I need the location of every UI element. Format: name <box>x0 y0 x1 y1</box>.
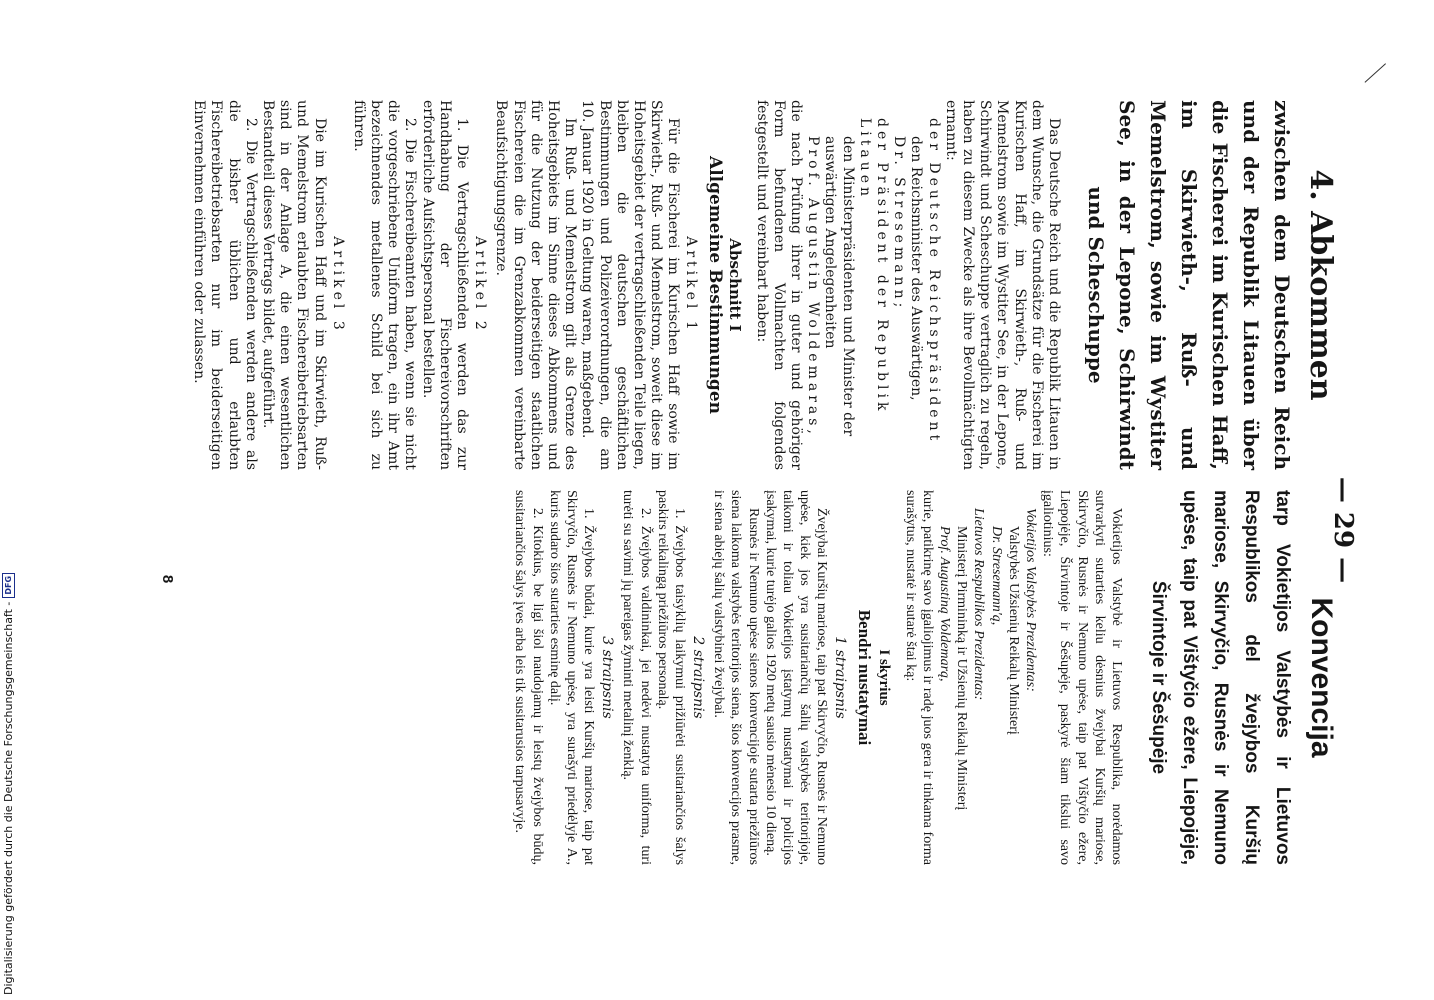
lithuanian-article-3-p2: 2. Kitokius, be ligi šiol naudojamų ir leistų žvejybos būdų, susitariančios šalys įves arba leis tik susitarusios tarpusavyje. <box>512 490 545 865</box>
german-title: 4. Abkommen <box>1303 169 1338 401</box>
lithuanian-plenipotentiary-1-role: Valstybės Užsienių Reikalų Ministerį <box>1005 526 1021 735</box>
lithuanian-section-subtitle: Bendri nustatymai <box>855 609 875 746</box>
lithuanian-plenipotentiary-2-role: Ministerį Pirmininką ir Užsienių Reikalų Ministerį <box>954 526 970 811</box>
lithuanian-plenipotentiary-1-name: Dr. Stresemann'ą, <box>988 526 1004 626</box>
lithuanian-plenipotentiary-1: Vokietijos Valstybės Prezidentas: <box>1022 508 1038 692</box>
digitization-footer <box>2 573 15 995</box>
lithuanian-column <box>511 490 1338 865</box>
german-article-3-heading: Artikel 3 <box>329 236 346 334</box>
german-article-2-p1: 1. Die Vertragschließenden werden das zur Handhabung der Fischereivorschriften erforderliche Aufsichtspersonal bestellen. <box>419 100 471 470</box>
lithuanian-article-3-heading: 3 straipsnis <box>599 636 616 719</box>
german-plenipotentiary-1: der Deutsche Reichspräsident <box>925 118 942 445</box>
lithuanian-article-2-p1: 1. Žvejybos taisyklių laikymui prižiūrėti susitariančios šalys paskirs reikalingą priežiūros personalą. <box>654 490 687 865</box>
german-plenipotentiary-2: der Präsident der Republik Litauen <box>856 118 890 415</box>
lithuanian-article-2-heading: 2 straipsnis <box>689 636 706 719</box>
german-section-subtitle: Allgemeine Bestimmungen <box>705 156 726 414</box>
german-plenipotentiary-2-name: Prof. Augustin Woldemaras, <box>805 136 822 438</box>
lithuanian-article-3-p1: 1. Žvejybos būdai, kurie yra leisti Kuršių mariose, taip pat Skirvyčio, Rusnės ir Nemuno upėse, yra surašyti priedėlyje A., kuris sudaro šios sutarties esminę dalį. <box>546 490 597 865</box>
footer-page-number: 8 <box>159 574 176 584</box>
german-column <box>190 100 1338 470</box>
lithuanian-plenipotentiary-2: Lietuvos Respublikos Prezidentas: <box>971 508 987 701</box>
margin-mark <box>1365 63 1386 82</box>
lithuanian-heading: tarp Vokietijos Valstybės ir Lietuvos Respublikos del žvejybos Kuršių mariose, Skirvyčio, Rusnės ir Nemuno upėse, taip pat Vištyčio ežere, Liepojėje, Širvintoje ir Šešupėje <box>1148 490 1293 865</box>
german-article-3-p1: Die im Kurischen Haff und im Skirwieth, Ruß- und Memelstrom erlaubten Fischereibetriebsarten sind in der Anlage A, die einen wesentlichen Bestandteil dieses Vertrags bildet, aufgeführt. <box>260 100 328 470</box>
dfg-logo: DFG <box>2 573 15 598</box>
german-plenipotentiary-1-role: den Reichsminister des Auswärtigen, <box>908 136 925 401</box>
german-plenipotentiary-2-role: den Ministerpräsidenten und Minister der auswärtigen Angelegenheiten <box>822 136 856 437</box>
german-plenipotentiary-1-name: Dr. Stresemann; <box>891 136 908 312</box>
footer-text: Digitalisierung gefördert durch die Deutsche Forschungsgemeinschaft - <box>2 601 15 995</box>
german-article-1-p2: Im Ruß- und Memelstrom gilt als Grenze des Hoheitsgebiets im Sinne dieses Abkommens und für die Nutzung der beiderseitigen staatlichen Fischereien die im Grenzabkommen vereinbarte Beaufsichtigungsgrenze. <box>493 100 579 470</box>
german-heading: zwischen dem Deutschen Reich und der Republik Litauen über die Fischerei im Kurischen Haff, im Skirwieth-, Ruß- und Memelstrom, sowie im Wystiter See, in der Lepone, Schirwindt und Scheschuppe <box>1084 100 1294 470</box>
lithuanian-title: Konvencija <box>1305 597 1338 758</box>
lithuanian-closing: kurie, patikrinę savo įgaliojimus ir radę juos gera ir tinkama forma surašytus, nustatė ir sutarė štai ką: <box>902 490 935 865</box>
lithuanian-preamble: Vokietijos Valstybė ir Lietuvos Respublika, norėdamos sutvarkyti sutarties keliu dėsnius žvejybai Kuršių mariose, Skirvyčio, Rusnės ir Nemuno upėse, taip pat Vištyčio ežere, Liepojėje, Širvintoje ir Šešupėje, paskyrė šiam tikslui savo įgaliotinius: <box>1040 490 1124 865</box>
german-article-1-p1: Für die Fischerei im Kurischen Haff sowie im Skirwieth-, Ruß- und Memelstrom, soweit diese im Hoheitsgebiet der vertragschließenden Teile liegen, bleiben die deutschen geschäftlichen Bestimmungen und Polizeiverordnungen, die am 10. Januar 1920 in Geltung waren, maßgebend. <box>579 100 682 471</box>
page-number: — 29 — <box>1328 476 1358 584</box>
german-article-2-heading: Artikel 2 <box>472 236 489 334</box>
german-article-2-p2: 2. Die Fischereibeamten haben, wenn sie nicht die vorgeschriebene Uniform tragen, ein ihr Amt bezeichnendes metallenes Schild bei sich zu führen. <box>350 100 419 470</box>
german-article-3-p2: 2. Die Vertragschließenden werden andere als die bisher üblichen und erlaubten Fischereibetriebsarten nur im beiderseitigen Einvernehmen einführen oder zulassen. <box>191 100 259 470</box>
lithuanian-article-2-p2: 2. Žvejybos valdininkai, jei nedėvi nustatyta uniforma, turi turėti su savimi jų pareigas žyminti metalinį ženklą. <box>620 490 653 865</box>
lithuanian-article-1-heading: 1 straipsnis <box>832 636 849 719</box>
lithuanian-plenipotentiary-2-name: Prof. Augustiną Voldemarą, <box>936 526 952 682</box>
german-article-1-heading: Artikel 1 <box>683 236 700 334</box>
german-closing: die nach Prüfung ihrer in guter und gehöriger Form befundenen Vollmachten folgendes festgestellt und vereinbart haben: <box>753 100 804 470</box>
lithuanian-section-title: I skyrius <box>876 649 893 706</box>
german-preamble: Das Deutsche Reich und die Republik Litauen in dem Wunsche, die Grundsätze für die Fischerei im Kurischen Haff, im Skirwieth-, Ruß- und Memelstrom sowie im Wystiter See, in der Lepone, Schirwindt und Scheschuppe vertraglich zu regeln, haben zu diesem Zwecke als ihre Bevollmächtigten ernannt: <box>942 100 1062 470</box>
lithuanian-article-1-p1: Žvejybai Kuršių mariose, taip pat Skirvyčio, Rusnės ir Nemuno upėse, kiek jos yra susitariančių šalių valstybės teritorijoje, taikomi ir toliau Vokietijos įstatymų nustatymai ir policijos įsakymai, kurie turėjo galios 1920 metų sausio mėnesio 10 dieną. <box>762 490 830 865</box>
lithuanian-article-1-p2: Rusnės ir Nemuno upėse sienos konvencijoje sutarta priežiūros siena laikoma valstybės teritorijos siena, šios konvencijos prasme, ir siena abiejų šalių valstybinei žvejybai. <box>711 490 761 865</box>
german-section-title: Abschnitt I <box>726 238 745 332</box>
